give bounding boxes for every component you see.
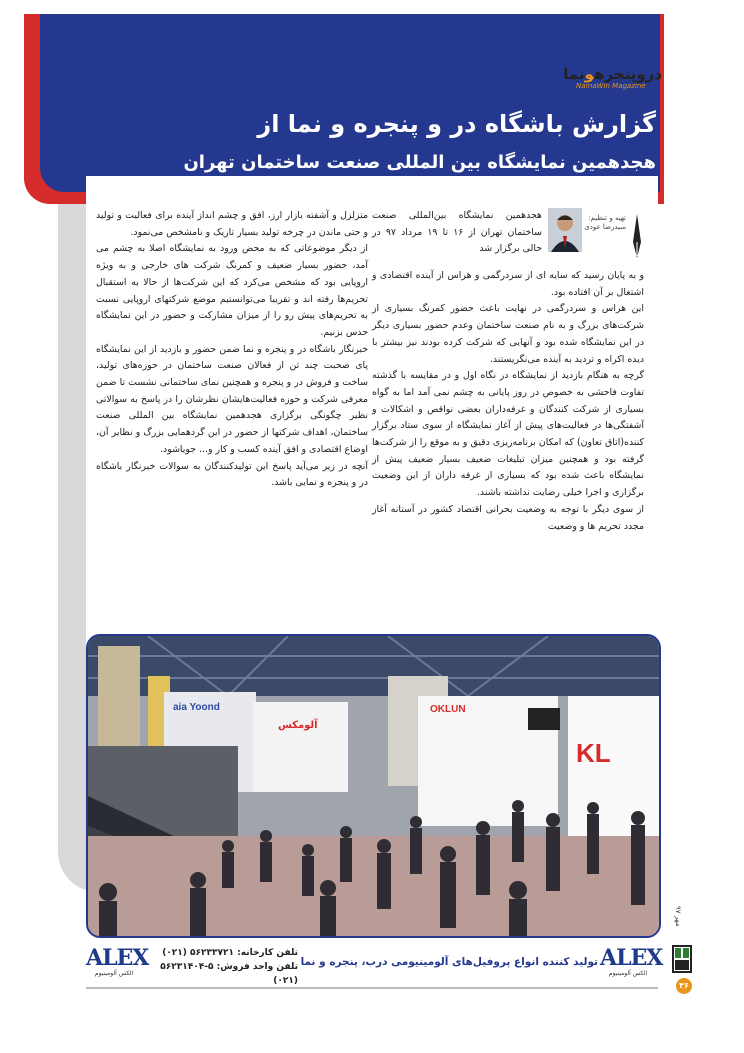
phone-sales: تلفن واحد فروش: ۵-۵۶۲۳۱۴۰۴ (۰۲۱) (160, 962, 298, 986)
article-paragraph: از دیگر موضوعاتی که به محض ورود به نمایشگاه اصلا به چشم می آمد، حضور بسیار ضعیف و کمرنگ شرکت های خارجی و به ویژه اروپایی بود که مشخص می‌کرد که این شرکت‌ها از حالا به استقبال تحریم‌ها رفته اند و تقریبا می‌توانستیم موضع شرکتهای اروپایی نسبت به تحریم‌های پیش رو را از میزان مشارکت و حضور در این نمایشگاه حدس بزنیم. (96, 243, 368, 338)
footer-divider (86, 987, 658, 989)
magazine-logo-subtitle: NamaWin Magazine (576, 82, 646, 90)
booth-sign: KL (576, 738, 611, 768)
pen-icon (630, 212, 644, 260)
alex-logo-right (600, 945, 663, 986)
article-paragraph: خبرنگار باشگاه در و پنجره و نما ضمن حضور و بازدید از این نمایشگاه پای صحبت چند تن از فعالان صنعت ساختمان در حوزه‌های تولید، ساخت و فروش در و پنجره و همچنین نمای ساختمانی نشست تا ضمن معرفی شرکت و حوزه فعالیت‌هایشان نظرشان را در پاسخ به سوالاتی نظیر چگونگی برگزاری هجدهمین نمایشگاه بین المللی صنعت ساختمان، اهداف شرکتها از حضور در این گردهمایی بزرگ و نظایر آن، اوضاع اقتصادی و افق آینده کسب و کار و... جویاشود. (96, 343, 368, 455)
footer-advert (86, 945, 663, 986)
booth-sign: OKLUN (430, 704, 466, 715)
magazine-logo (563, 65, 662, 92)
page-number: ۳۶ (676, 978, 692, 994)
article-paragraph: گرچه به هنگام بازدید از نمایشگاه در نگاه اول و در مقایسه با گذشته تفاوت فاحشی به خصوص در روز پایانی به چشم نمی آمد اما به گواه بسیاری از شرکت کنندگان و غرفه‌داران بعضی نواقص و اشکالات و آشفتگی‌ها در فعالیت‌های پیش از آغاز نمایشگاه از سوی ستاد برگزار کننده(اتاق تعاون) که امکان برنامه‌ریزی دقیق و به موقع را از شرکت‌ها گرفته بود و همچنین میزان تبلیغات ضعیف بسیار ضعیف پیش از نمایشگاه باعث شده بود که بسیاری از غرفه داران از این وضعیت برگزاری و اجرا خیلی رضایت نداشته باشند. (372, 370, 644, 499)
booth-sign: aia Yoond (173, 702, 220, 713)
footer-slogan: تولید کننده انواع پروفیل‌های آلومینیومی درب، پنجره و نما (300, 956, 598, 968)
article-column-right (372, 208, 644, 535)
alex-logo-wordmark: ALEX (86, 945, 149, 971)
article-intro: هجدهمین نمایشگاه بین‌المللی صنعت ساختمان تهران از ۱۶ تا ۱۹ مرداد ۹۷ در حالی برگزار شد (372, 210, 542, 255)
author-name: سیدرضا عودی (584, 223, 626, 231)
magazine-logo-text: دروپنجرهونما (563, 65, 662, 83)
footer-phones (152, 946, 298, 988)
alex-logo-wordmark: ALEX (600, 945, 663, 971)
exhibition-photo (86, 634, 661, 938)
alex-logo-left (86, 945, 149, 986)
exhibition-hall-illustration (88, 636, 659, 936)
issue-label: مهر ۹۷ (674, 906, 682, 927)
alex-logo-caption: الکس آلومینیوم (608, 970, 648, 977)
article-title: گزارش باشگاه در و پنجره و نما از (257, 110, 656, 138)
article-column-left (96, 208, 368, 492)
article-paragraph: متزلزل و آشفته بازار ارز، افق و چشم انداز آینده برای فعالیت و تولید و حتی ماندن در چرخه تولید بسیار تاریک و نامشخص می‌نمود. (96, 210, 368, 238)
article-paragraph: و به پایان رسید که سایه ای از سردرگمی و هراس از آینده اقتصادی و اشتغال بر آن افتاده بود. (372, 270, 644, 298)
booth-sign: آلومکس (278, 720, 318, 731)
phone-factory: تلفن کارخانه: ۵۶۲۳۳۷۲۱ (۰۲۱) (162, 948, 298, 958)
article-paragraph: این هراس و سردرگمی در نهایت باعث حضور کمرنگ بسیاری از شرکت‌های بزرگ و به نام صنعت ساختمان وعدم حضور بسیاری دیگر در این نمایشگاه شده بود و آنهایی که شرکت کرده بودند نیز بیشتر با دیده اکراه و تردید به آینده می‌نگریستند. (372, 303, 644, 365)
window-icon (672, 945, 692, 973)
article-subtitle: هجدهمین نمایشگاه بین المللی صنعت ساختمان تهران (183, 152, 656, 173)
author-label: تهیه و تنظیم: (588, 214, 626, 222)
alex-logo-caption: الکس آلومینیوم (94, 970, 134, 977)
author-photo (548, 208, 582, 252)
article-paragraph: از سوی دیگر با توجه به وضعیت بحرانی اقتصاد کشور در آستانه آغاز مجدد تحریم ها و وضعیت (372, 503, 644, 532)
article-paragraph: آنچه در زیر می‌آید پاسخ این تولیدکنندگان به سوالات خبرنگار باشگاه در و پنجره و نمایی باشد. (96, 460, 368, 489)
author-box (548, 208, 644, 268)
